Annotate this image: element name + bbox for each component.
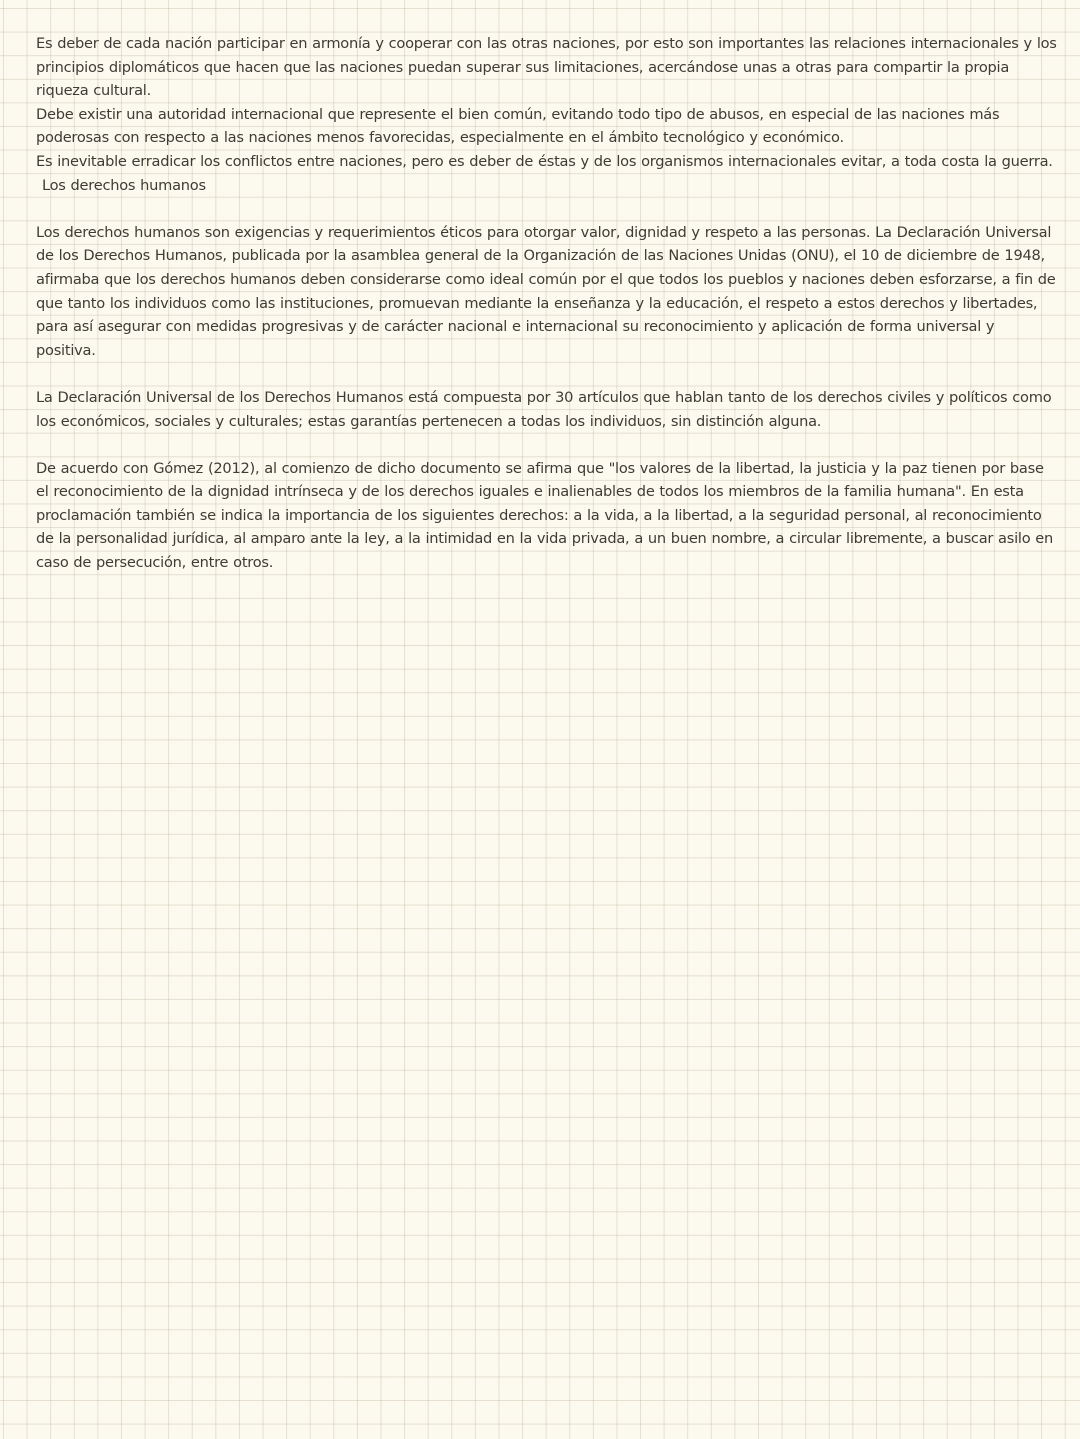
paragraph-human-rights-definition: Los derechos humanos son exigencias y requerimientos éticos para otorgar valor, dignidad y respeto a las personas. La Declaración Universal de los Derechos Humanos, publicada por la asamblea general de la Organización de las Naciones Unidas (ONU), el 10 de diciembre de 1948, afirmaba que los derechos humanos deben considerarse como ideal común por el que todos los pueblos y naciones deben esforzarse, a fin de que tanto los individuos como las instituciones, promuevan mediante la enseñanza y la educación, el respeto a estos derechos y libertades, para así asegurar con medidas progresivas y de carácter nacional e internacional su reconocimiento y aplicación de forma universal y positiva.	[36, 223, 1056, 359]
blank-line	[36, 197, 1058, 221]
section-heading: Los derechos humanos	[42, 176, 206, 194]
paragraph-international-authority: Debe existir una autoridad internacional que represente el bien común, evitando todo tipo de abusos, en especial de las naciones más poderosas con respecto a las naciones menos favorecidas, especialmente en el ámbito tecnológico y económico.	[36, 105, 1000, 147]
paragraph-international-cooperation: Es deber de cada nación participar en armonía y cooperar con las otras naciones, por esto son importantes las relaciones internacionales y los principios diplomáticos que hacen que las naciones puedan superar sus limitaciones, acercándose unas a otras para compartir la propia riqueza cultural.	[36, 35, 1057, 100]
paragraph-declaration-articles: La Declaración Universal de los Derechos Humanos está compuesta por 30 artículos que hablan tanto de los derechos civiles y políticos como los económicos, sociales y culturales; estas garantías pertenecen a todas los individuos, sin distinción alguna.	[36, 388, 1052, 430]
blank-line	[36, 362, 1058, 386]
blank-line	[36, 433, 1058, 457]
paragraph-gomez-citation: De acuerdo con Gómez (2012), al comienzo de dicho documento se afirma que "los valores de la libertad, la justicia y la paz tienen por base el reconocimiento de la dignidad intrínseca y de los derechos iguales e inalienables de todos los miembros de la familia humana". En esta proclamación también se indica la importancia de los siguientes derechos: a la vida, a la libertad, a la seguridad personal, al reconocimiento de la personalidad jurídica, al amparo ante la ley, a la intimidad en la vida privada, a un buen nombre, a circular libremente, a buscar asilo en caso de persecución, entre otros.	[36, 459, 1053, 572]
paragraph-avoid-war: Es inevitable erradicar los conflictos entre naciones, pero es deber de éstas y de los organismos internacionales evitar, a toda costa la guerra.	[36, 152, 1053, 170]
note-page	[36, 32, 1058, 575]
